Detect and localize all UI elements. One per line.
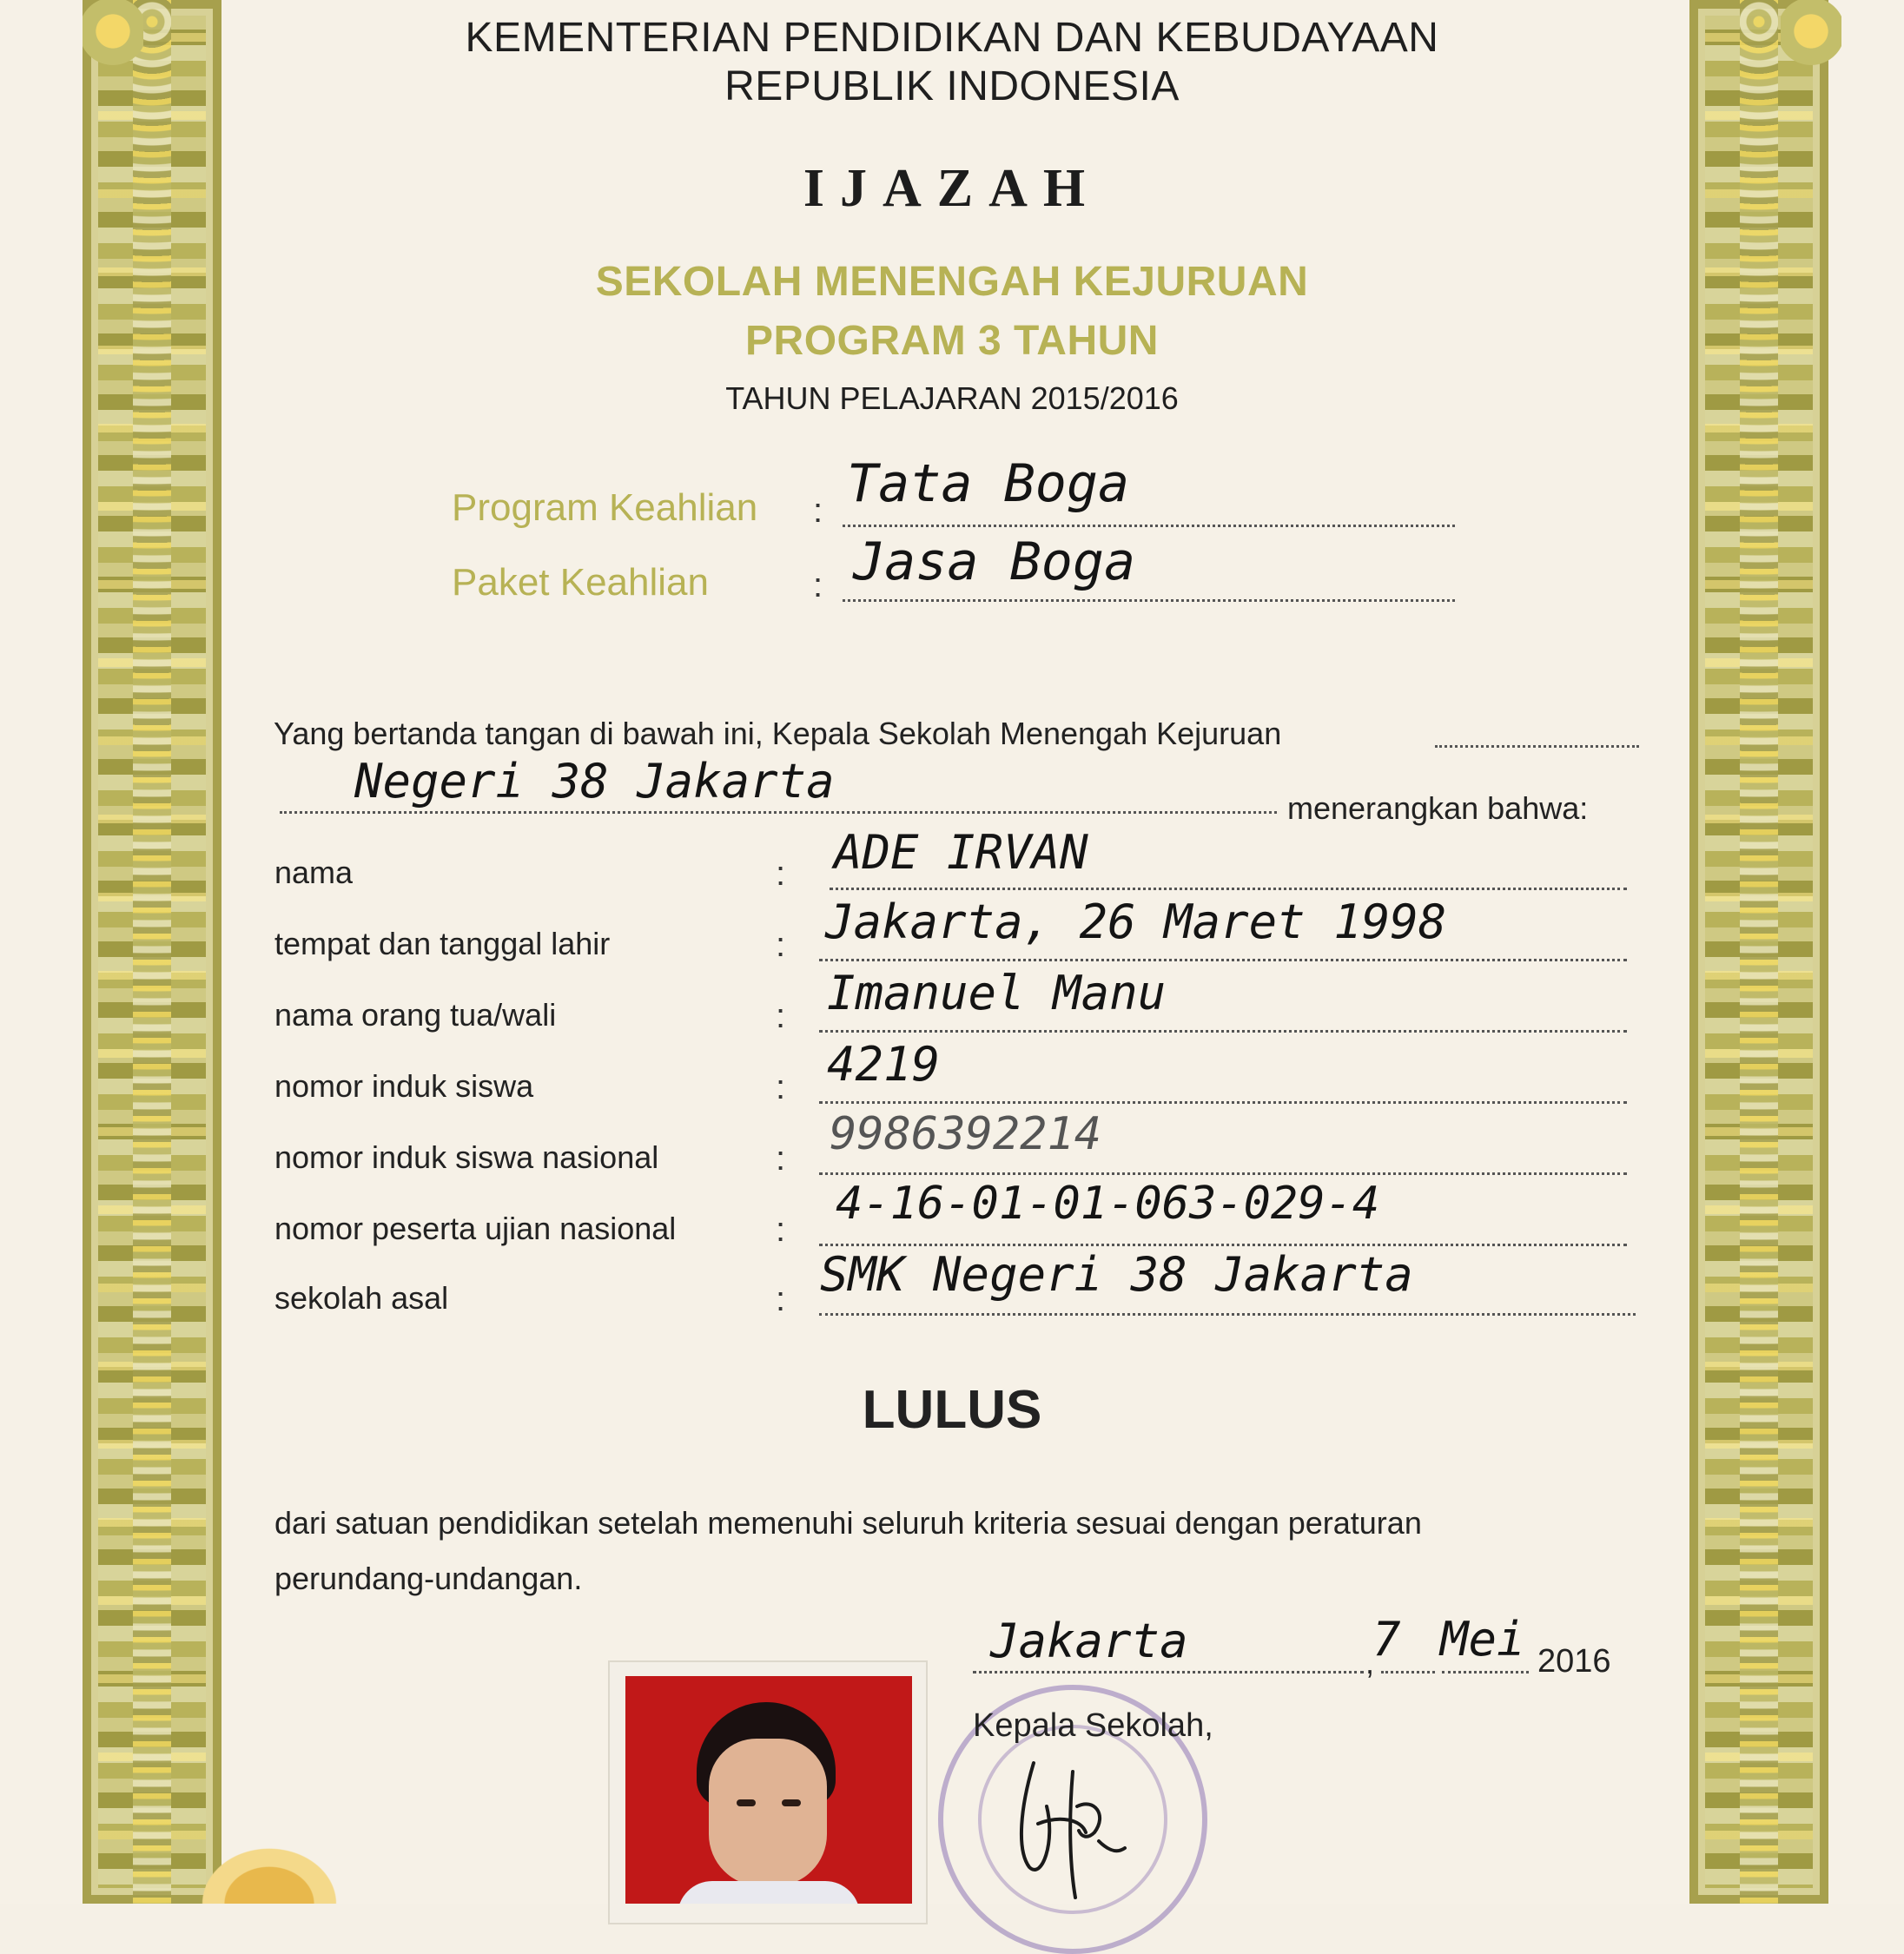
signing-comma: , — [1365, 1645, 1375, 1680]
field-dotline-student-number — [819, 1101, 1627, 1104]
school-type: SEKOLAH MENENGAH KEJURUAN — [595, 259, 1309, 305]
student-photo — [625, 1676, 912, 1904]
statement-line-2: perundang-undangan. — [274, 1561, 583, 1596]
signing-year: 2016 — [1537, 1643, 1611, 1680]
ministry-heading — [0, 14, 1904, 111]
school-heading — [0, 259, 1904, 365]
photo-face — [709, 1739, 827, 1886]
photo-shirt — [678, 1881, 860, 1904]
signing-place: Jakarta — [990, 1614, 1188, 1668]
photo-eye-left — [737, 1799, 756, 1806]
ministry-line-1: KEMENTERIAN PENDIDIKAN DAN KEBUDAYAAN — [465, 15, 1439, 61]
signing-day: 7 — [1372, 1612, 1401, 1667]
field-value-student-number: 4219 — [827, 1037, 941, 1092]
photo-eye-right — [782, 1799, 801, 1806]
signing-month: Mei — [1440, 1612, 1525, 1667]
field-dotline-birth — [819, 959, 1627, 961]
field-colon-exam-number: : — [776, 1211, 786, 1249]
field-value-nisn: 9986392214 — [830, 1108, 1102, 1160]
result-heading: LULUS — [862, 1380, 1042, 1440]
field-label-parent: nama orang tua/wali — [274, 997, 557, 1033]
principal-signature — [1008, 1737, 1138, 1902]
field-value-name: ADE IRVAN — [834, 825, 1088, 880]
field-label-nisn: nomor induk siswa nasional — [274, 1139, 659, 1175]
package-dotline — [843, 599, 1455, 602]
program-label: Program Keahlian — [452, 486, 758, 529]
field-colon-student-number: : — [776, 1068, 786, 1106]
intro-dotline-2 — [280, 811, 1277, 814]
field-dotline-origin-school — [819, 1313, 1636, 1316]
field-value-origin-school: SMK Negeri 38 Jakarta — [820, 1247, 1413, 1302]
field-label-exam-number: nomor peserta ujian nasional — [274, 1211, 677, 1246]
field-colon-birth: : — [776, 926, 786, 964]
academic-year: TAHUN PELAJARAN 2015/2016 — [725, 380, 1179, 416]
package-label: Paket Keahlian — [452, 561, 709, 604]
field-dotline-parent — [819, 1030, 1627, 1033]
field-label-name: nama — [274, 855, 354, 890]
field-colon-name: : — [776, 855, 786, 893]
signing-title: Kepala Sekolah, — [973, 1707, 1213, 1744]
intro-suffix: menerangkan bahwa: — [1287, 790, 1589, 826]
ministry-line-2: REPUBLIK INDONESIA — [724, 63, 1180, 109]
field-label-student-number: nomor induk siswa — [274, 1068, 534, 1104]
intro-dotline-1 — [1435, 745, 1639, 748]
program-dotline — [843, 525, 1455, 527]
field-dotline-name — [830, 888, 1627, 890]
signing-place-dotline — [973, 1671, 1364, 1673]
field-dotline-exam-number — [819, 1244, 1627, 1246]
package-colon: : — [813, 566, 823, 604]
program-value: Tata Boga — [847, 453, 1130, 514]
field-value-birth: Jakarta, 26 Maret 1998 — [825, 894, 1447, 949]
field-dotline-nisn — [819, 1172, 1627, 1175]
field-label-birth: tempat dan tanggal lahir — [274, 926, 611, 961]
intro-school-value: Negeri 38 Jakarta — [354, 754, 835, 809]
document-title: IJAZAH — [803, 159, 1101, 218]
corner-ornament-bottom-left — [191, 1839, 347, 1904]
signing-month-dotline — [1442, 1671, 1529, 1673]
program-duration: PROGRAM 3 TAHUN — [745, 318, 1159, 364]
field-value-exam-number: 4-16-01-01-063-029-4 — [836, 1178, 1380, 1230]
field-colon-parent: : — [776, 997, 786, 1035]
field-colon-origin-school: : — [776, 1280, 786, 1318]
field-label-origin-school: sekolah asal — [274, 1280, 449, 1316]
signing-day-dotline — [1381, 1671, 1435, 1673]
statement-line-1: dari satuan pendidikan setelah memenuhi seluruh kriteria sesuai dengan peraturan — [274, 1505, 1422, 1541]
field-colon-nisn: : — [776, 1139, 786, 1178]
program-colon: : — [813, 492, 823, 530]
field-value-parent: Imanuel Manu — [827, 966, 1167, 1020]
statement-paragraph — [274, 1495, 1647, 1607]
intro-text: Yang bertanda tangan di bawah ini, Kepala Sekolah Menengah Kejuruan — [274, 716, 1282, 751]
package-value: Jasa Boga — [853, 531, 1136, 592]
